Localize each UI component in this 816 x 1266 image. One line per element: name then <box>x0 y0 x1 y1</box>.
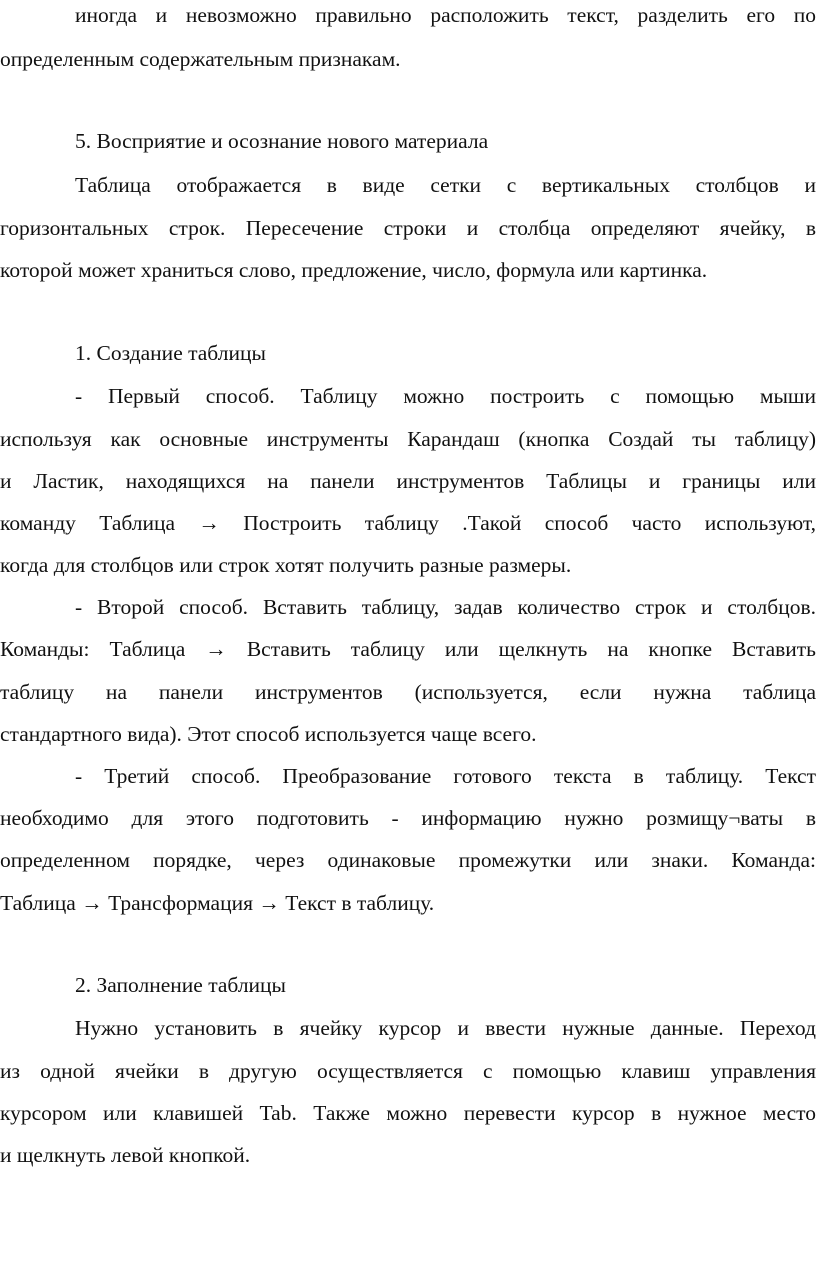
text-line: необходимо для этого подготовить - информацию нужно розмищу¬ваты в <box>0 806 816 830</box>
text-line: когда для столбцов или строк хотят получить разные размеры. <box>0 553 572 577</box>
text-line: Нужно установить в ячейку курсор и ввести нужные данные. Переход <box>75 1016 816 1040</box>
text-line: и щелкнуть левой кнопкой. <box>0 1143 251 1167</box>
text-line: Таблица → Трансформация → Текст в таблицу. <box>0 891 435 915</box>
section-heading: 5. Восприятие и осознание нового материала <box>75 129 489 153</box>
section-heading: 1. Создание таблицы <box>75 341 266 365</box>
text-line: которой может храниться слово, предложение, число, формула или картинка. <box>0 258 708 282</box>
text-line: иногда и невозможно правильно расположить текст, разделить его по <box>75 3 816 27</box>
text-line: стандартного вида). Этот способ используется чаще всего. <box>0 722 537 746</box>
text-line: и Ластик, находящихся на панели инструментов Таблицы и границы или <box>0 469 816 493</box>
text-line: Команды: Таблица → Вставить таблицу или щелкнуть на кнопке Вставить <box>0 637 816 661</box>
section-heading: 2. Заполнение таблицы <box>75 973 287 997</box>
text-line: используя как основные инструменты Карандаш (кнопка Создай ты таблицу) <box>0 427 816 451</box>
text-line: определенном порядке, через одинаковые промежутки или знаки. Команда: <box>0 848 816 872</box>
text-line: команду Таблица → Построить таблицу .Такой способ часто используют, <box>0 511 816 535</box>
text-line: таблицу на панели инструментов (используется, если нужна таблица <box>0 680 816 704</box>
text-line: определенным содержательным признакам. <box>0 47 401 71</box>
text-line: - Второй способ. Вставить таблицу, задав количество строк и столбцов. <box>75 595 816 619</box>
text-line: Таблица отображается в виде сетки с вертикальных столбцов и <box>75 173 816 197</box>
text-line: из одной ячейки в другую осуществляется с помощью клавиш управления <box>0 1059 816 1083</box>
text-line: горизонтальных строк. Пересечение строки и столбца определяют ячейку, в <box>0 216 816 240</box>
text-line: - Первый способ. Таблицу можно построить с помощью мыши <box>75 384 816 408</box>
text-line: курсором или клавишей Tab. Также можно перевести курсор в нужное место <box>0 1101 816 1125</box>
text-line: - Третий способ. Преобразование готового текста в таблицу. Текст <box>75 764 816 788</box>
